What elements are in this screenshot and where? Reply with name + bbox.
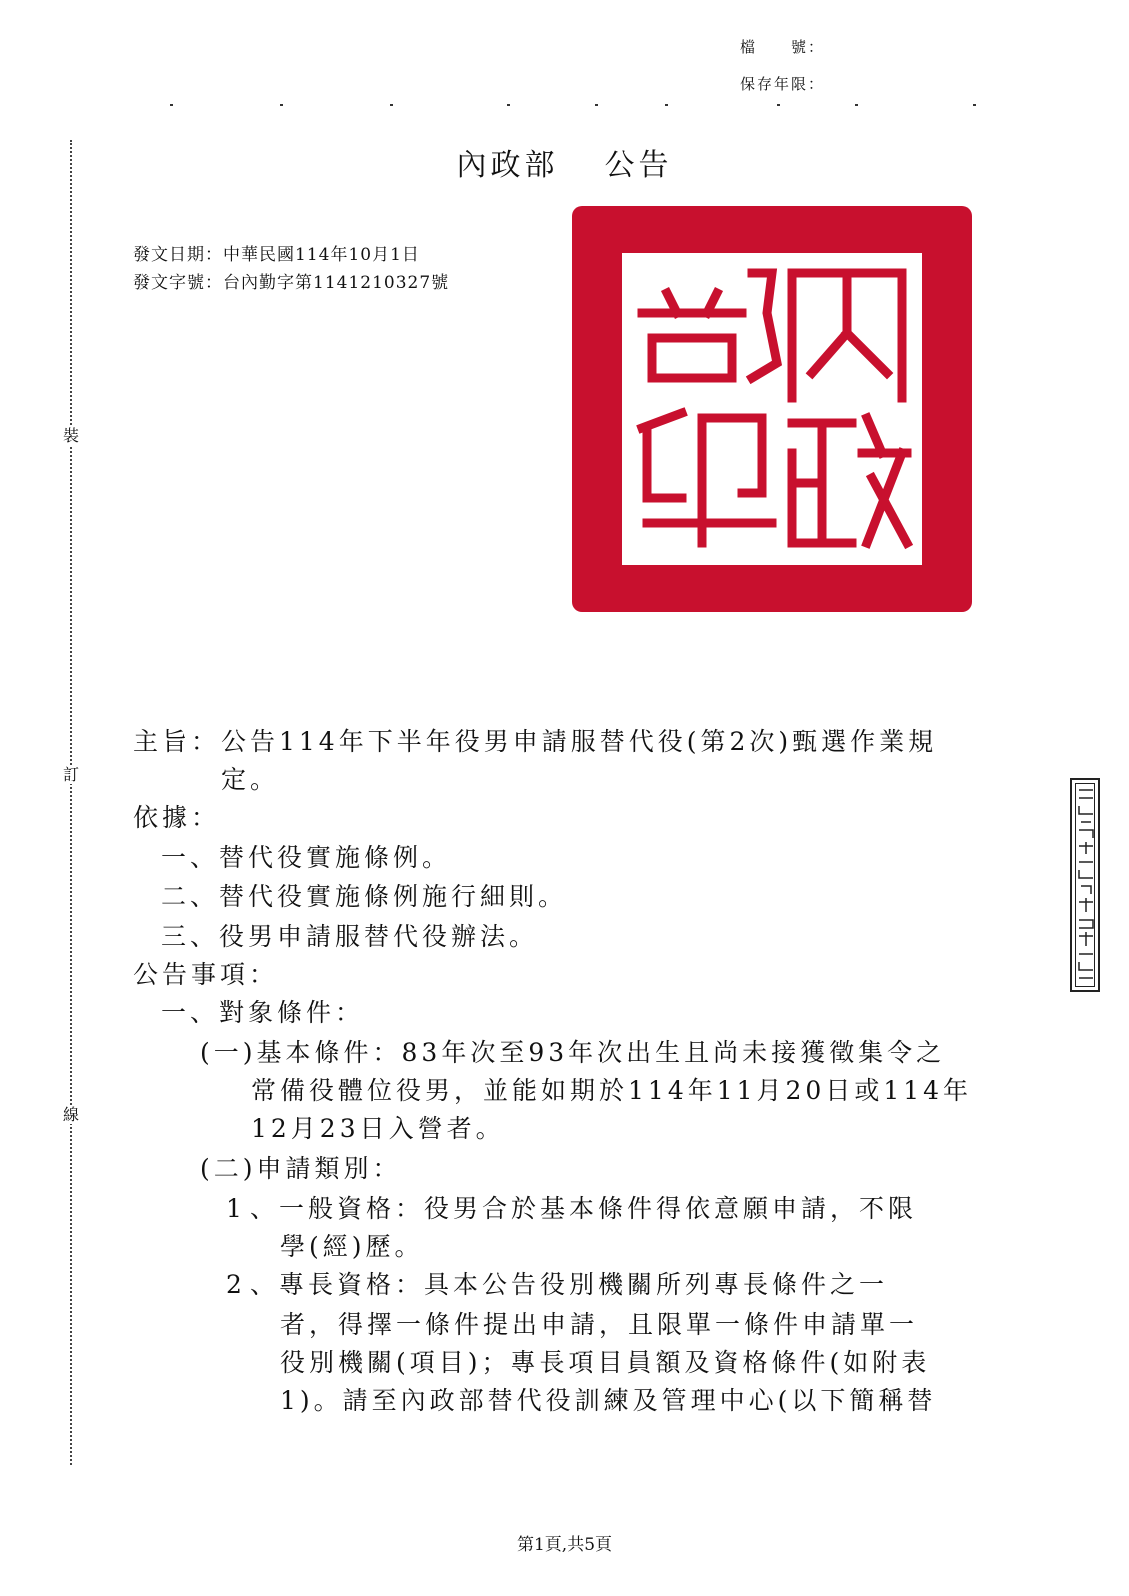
subject-label: 主旨：	[133, 727, 221, 756]
category-2-line-4: 1)。請至內政部替代役訓練及管理中心(以下簡稱替	[280, 1386, 937, 1415]
category-1-line-2: 學(經)歷。	[280, 1232, 424, 1261]
binding-label-zhuang: 裝	[63, 426, 80, 445]
item-1a-line-3: 12月23日入營者。	[251, 1114, 505, 1143]
top-cut-marks	[165, 104, 995, 106]
retention-period-label: 保存年限：	[740, 75, 826, 93]
side-stamp-glyphs-icon	[1076, 784, 1096, 986]
category-1-line-1: 、一般資格：役男合於基本條件得依意願申請，不限	[250, 1194, 918, 1223]
issuing-organization: 內政部	[456, 148, 559, 183]
announcement-items-label: 公告事項：	[133, 960, 279, 989]
item-1a-line-1: (一)基本條件：83年次至93年次出生且尚未接獲徵集令之	[200, 1038, 946, 1067]
binding-label-ding: 訂	[63, 765, 80, 784]
side-receipt-stamp	[1070, 778, 1100, 992]
category-2-line-2: 者，得擇一條件提出申請，且限單一條件申請單一	[280, 1310, 919, 1339]
seal-glyphs-icon	[622, 253, 922, 565]
basis-item-1: 一、替代役實施條例。	[161, 843, 452, 872]
subject-line-1: 公告114年下半年役男申請服替代役(第2次)甄選作業規	[221, 727, 938, 756]
binding-dotted-line	[70, 140, 72, 1465]
official-seal	[572, 206, 972, 612]
basis-label: 依據：	[133, 803, 221, 832]
issue-date: 發文日期：中華民國114年10月1日	[133, 245, 420, 265]
subject-line-2: 定。	[221, 765, 280, 794]
item-1a-line-2: 常備役體位役男，並能如期於114年11月20日或114年	[251, 1076, 973, 1105]
basis-item-2: 二、替代役實施條例施行細則。	[161, 882, 568, 911]
category-2-line-3: 役別機關(項目)；專長項目員額及資格條件(如附表	[280, 1348, 931, 1377]
issue-number: 發文字號：台內勤字第1141210327號	[133, 273, 450, 293]
category-2-number: 2	[226, 1270, 246, 1299]
document-title	[0, 140, 1129, 184]
category-1-number: 1	[226, 1194, 246, 1223]
basis-item-3: 三、役男申請服替代役辦法。	[161, 922, 539, 951]
document-type: 公告	[604, 148, 673, 183]
file-number-label: 檔 號：	[740, 38, 826, 56]
item-1b-title: (二)申請類別：	[200, 1154, 402, 1183]
binding-label-xian: 線	[63, 1105, 80, 1124]
page-number: 第1頁,共5頁	[516, 1535, 613, 1555]
category-2-line-1: 、專長資格：具本公告役別機關所列專長條件之一	[250, 1270, 889, 1299]
item-1-title: 一、對象條件：	[161, 998, 365, 1027]
